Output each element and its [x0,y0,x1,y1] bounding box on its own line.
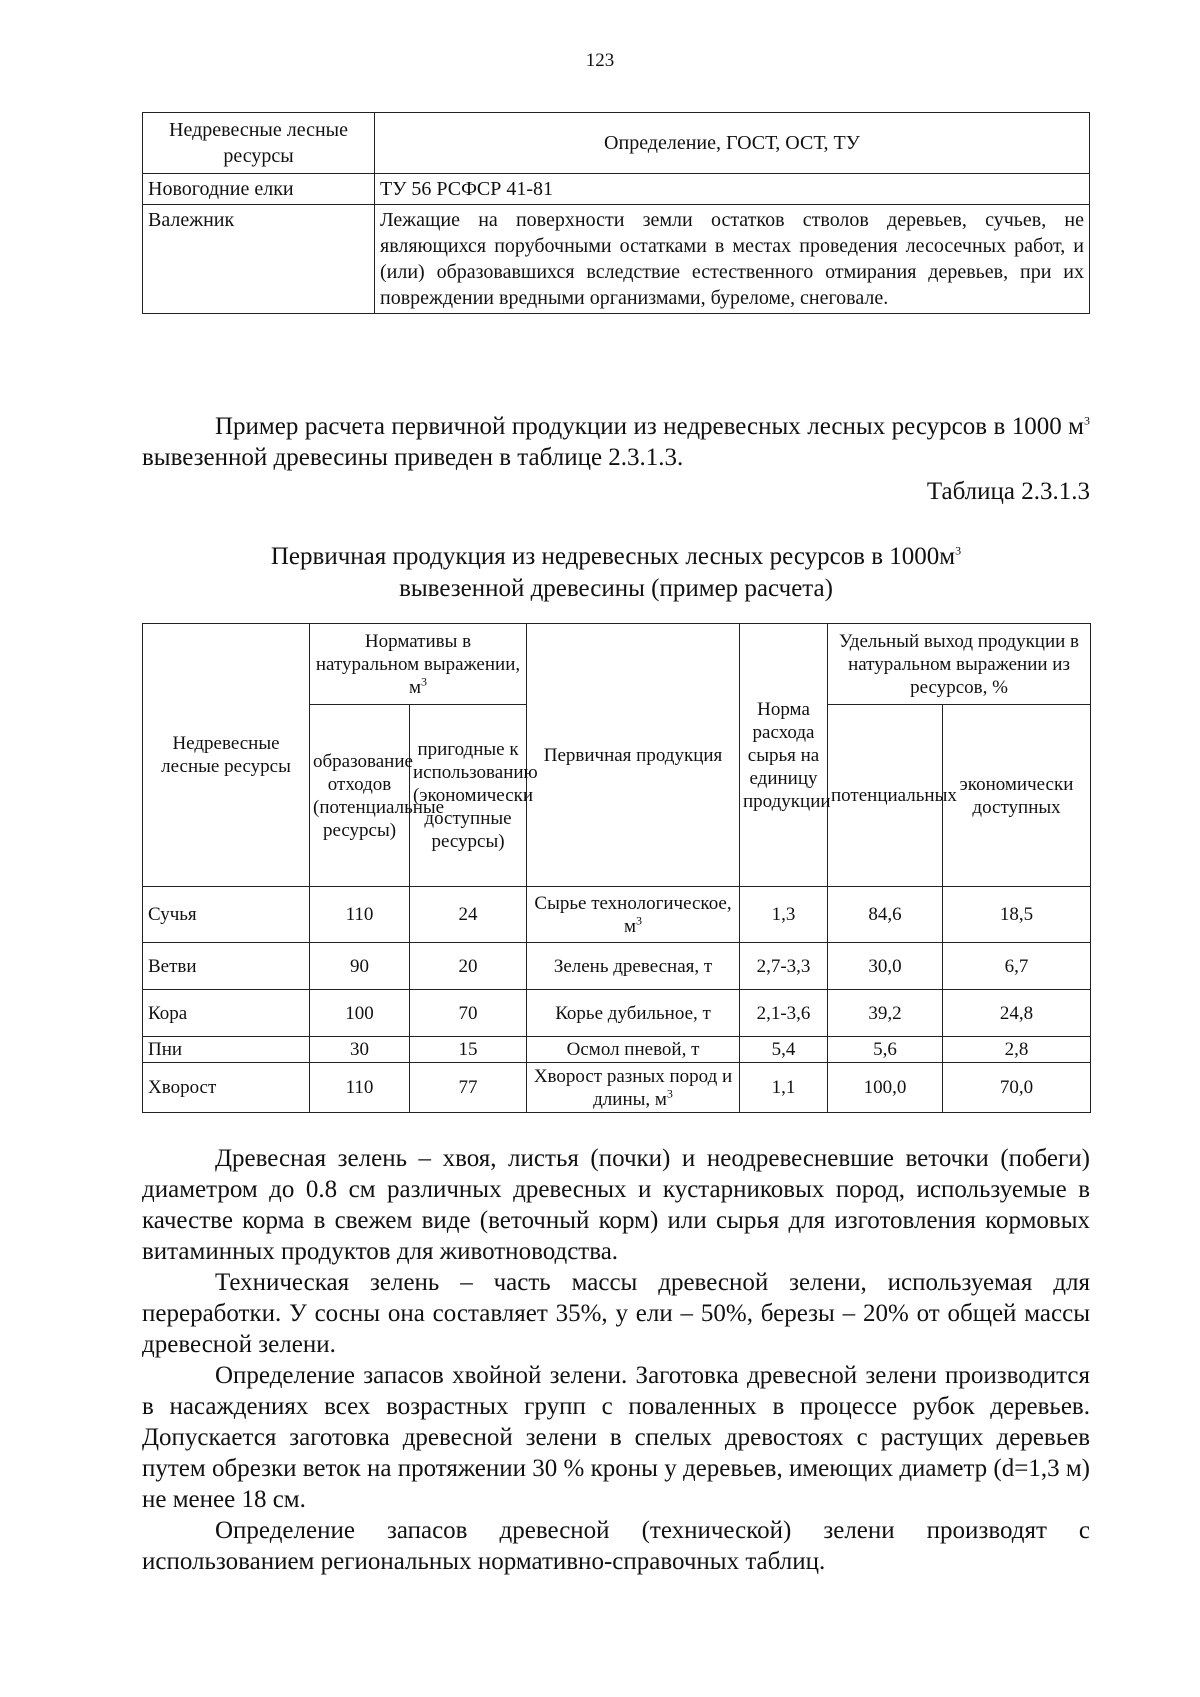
row-resource: Пни [143,1037,310,1063]
row-resource: Ветви [143,943,310,990]
header-definition: Определение, ГОСТ, ОСТ, ТУ [375,113,1090,174]
table-label: Таблица 2.3.1.3 [926,478,1090,505]
header-norms: Нормативы в натуральном выражении, $м^3$ [310,624,527,705]
row-suitable: 70 [410,990,527,1037]
row-suitable: 20 [410,943,527,990]
row-product: Сырье технологическое, $м^3$ [527,887,740,943]
row-economic: 70,0 [943,1063,1091,1113]
row-product: Корье дубильное, т [527,990,740,1037]
row-norm: 2,7-3,3 [740,943,828,990]
row-economic: 24,8 [943,990,1091,1037]
primary-products-table [142,623,1091,1113]
table-row [143,174,1090,205]
row-formation: 100 [310,990,410,1037]
row-suitable: 24 [410,887,527,943]
table-row [143,887,1091,943]
row-economic: 6,7 [943,943,1091,990]
row-formation: 90 [310,943,410,990]
header-resources: Недревесные лесные ресурсы [143,113,375,174]
row-economic: 2,8 [943,1037,1091,1063]
page-number: 123 [585,50,615,71]
table-row [143,1037,1091,1063]
row-potential: 39,2 [828,990,943,1037]
resource-definition: Лежащие на поверхности земли остатков стволов деревьев, сучьев, не являющихся порубочными остатками в местах проведения лесосечных работ, и (или) образовавшихся вследствие естественного отмирания деревьев, при их повреждении вредными организмами, буреломе, снеговале. [375,205,1090,314]
row-potential: 84,6 [828,887,943,943]
intro-paragraph: Пример расчета первичной продукции из недревесных лесных ресурсов в 1000 $м^3$ вывезенной древесины приведен в таблице 2.3.1.3. [142,413,1090,471]
header-product: Первичная продукция [527,624,740,887]
row-product: Осмол пневой, т [527,1037,740,1063]
header-yield: Удельный выход продукции в натуральном выражении из ресурсов, % [828,624,1091,705]
row-formation: 30 [310,1037,410,1063]
table-row [143,990,1091,1037]
table-title: Первичная продукция из недревесных лесных ресурсов в $1000м^3$ вывезенной древесины (пример расчета) [270,543,962,602]
paragraph: Техническая зелень – часть массы древесной зелени, используемая для переработки. У сосны она составляет 35%, у ели – 50%, березы – 20% от общей массы древесной зелени. [142,1269,1090,1358]
row-norm: 5,4 [740,1037,828,1063]
row-resource: Хворост [143,1063,310,1113]
paragraph: Определение запасов хвойной зелени. Заготовка древесной зелени производится в насаждениях всех возрастных групп с поваленных в процессе рубок деревьев. Допускается заготовка древесной зелени в спелых древостоях с растущих деревьев путем обрезки веток на протяжении 30 % кроны у деревьев, имеющих диаметр (d=1,3 м) не менее 18 см. [142,1362,1090,1513]
table-row [143,1063,1091,1113]
row-potential: 5,6 [828,1037,943,1063]
resource-definition: ТУ 56 РСФСР 41-81 [375,174,1090,205]
row-formation: 110 [310,1063,410,1113]
row-product: Зелень древесная, т [527,943,740,990]
row-suitable: 77 [410,1063,527,1113]
header-potential: потенциальных [828,705,943,887]
header-economic: экономически доступных [943,705,1091,887]
table-header-row [143,113,1090,174]
paragraph: Древесная зелень – хвоя, листья (почки) и неодревесневшие веточки (побеги) диаметром до 0.8 см различных древесных и кустарниковых пород, используемые в качестве корма в свежем виде (веточный корм) или сырья для изготовления кормовых витаминных продуктов для животноводства. [142,1145,1090,1265]
row-resource: Сучья [143,887,310,943]
resource-name: Новогодние елки [143,174,375,205]
paragraph: Определение запасов древесной (технической) зелени производят с использованием региональных нормативно-справочных таблиц. [142,1517,1090,1575]
definitions-table [142,112,1090,314]
row-potential: 30,0 [828,943,943,990]
row-suitable: 15 [410,1037,527,1063]
row-norm: 1,1 [740,1063,828,1113]
header-formation: образование отходов (потенциальные ресурсы) [310,705,410,887]
body-text [142,1143,1090,1577]
table-row [143,943,1091,990]
row-potential: 100,0 [828,1063,943,1113]
table-row [143,205,1090,314]
header-resources: Недревесные лесные ресурсы [143,624,310,887]
row-formation: 110 [310,887,410,943]
row-norm: 2,1-3,6 [740,990,828,1037]
header-consumption-norm: Норма расхода сырья на единицу продукции [740,624,828,887]
header-suitable: пригодные к использованию (экономически доступные ресурсы) [410,705,527,887]
row-economic: 18,5 [943,887,1091,943]
row-resource: Кора [143,990,310,1037]
row-product: Хворост разных пород и длины, $м^3$ [527,1063,740,1113]
resource-name: Валежник [143,205,375,314]
table-header-row [143,624,1091,705]
row-norm: 1,3 [740,887,828,943]
